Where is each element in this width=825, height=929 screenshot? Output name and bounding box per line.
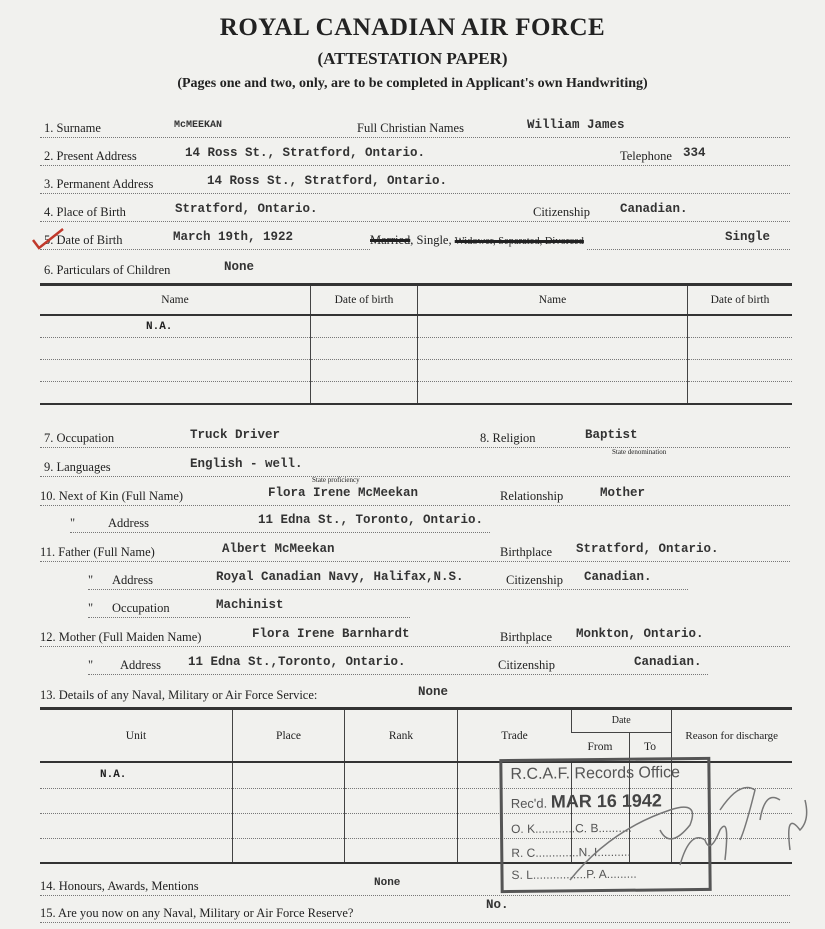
date-of-birth-value: March 19th, 1922 [173,230,294,244]
christian-names-label: Full Christian Names [357,121,464,135]
col-rank: Rank [345,710,458,762]
row-father-occupation [88,600,410,618]
table-header-row [40,710,792,732]
handwritten-signature [540,770,820,900]
languages-hint: State proficiency [312,476,360,484]
mother-address-value: 11 Edna St.,Toronto, Ontario. [188,655,406,669]
col-place: Place [233,710,345,762]
row-date-of-birth [40,232,790,250]
table-row [40,360,792,382]
row-mother-address [88,657,708,675]
table-row [40,338,792,360]
col-date-of-birth-2: Date of birth [688,286,793,315]
kin-address-label: Address [108,516,149,530]
occupation-label: 7. Occupation [44,431,115,445]
service-na-value: N.A. [40,762,233,788]
row-reserve [40,898,790,923]
document-title: ROYAL CANADIAN AIR FORCE [219,14,606,41]
row-place-of-birth [40,204,790,222]
col-date-of-birth: Date of birth [311,286,418,315]
father-birthplace-label: Birthplace [500,545,553,559]
stamp-sl-pa: S. L................P. A......... [511,866,637,882]
ditto-mark: " [88,573,94,587]
col-unit: Unit [125,729,147,742]
row-present-address [40,148,790,166]
date-of-birth-label: 5. Date of Birth [44,233,123,247]
languages-label: 9. Languages [44,460,111,474]
mother-birthplace-label: Birthplace [500,630,553,644]
marital-status-value: Single [725,230,771,244]
row-father-address [88,572,688,590]
citizenship-value: Canadian. [620,202,688,216]
relationship-value: Mother [600,486,646,500]
ditto-mark: " [88,658,94,672]
permanent-address-label: 3. Permanent Address [44,177,154,191]
honours-value: None [372,875,402,892]
marital-married-struck: Married [370,233,411,247]
father-citizenship-value: Canadian. [584,570,652,584]
father-value: Albert McMeekan [222,542,335,556]
stamp-ni: N. I. [578,845,601,860]
row-surname [40,120,790,138]
reserve-label: 15. Are you now on any Naval, Military or Air Force Reserve? [40,906,354,920]
stamp-recd-label: Rec'd. [510,795,548,811]
row-mother [40,629,790,647]
telephone-value: 334 [683,146,706,160]
col-from: From [587,740,613,753]
present-address-label: 2. Present Address [44,149,137,163]
honours-label: 14. Honours, Awards, Mentions [40,879,199,893]
kin-address-value: 11 Edna St., Toronto, Ontario. [258,513,484,527]
row-children [40,262,790,279]
row-kin-address [70,515,490,533]
row-father [40,544,790,562]
telephone-label: Telephone [620,149,672,163]
religion-hint: State denomination [612,448,667,456]
marital-single: , Single, [410,233,455,247]
father-occupation-label: Occupation [112,601,170,615]
stamp-recd-date: MAR 16 1942 [550,790,662,812]
col-date: Date [572,710,672,732]
stamp-rc-ni: R. C.............N. I.......... [511,844,631,860]
father-citizenship-label: Citizenship [506,573,563,587]
religion-label: 8. Religion [480,431,536,445]
col-reason-for-discharge: Reason for discharge [671,710,792,762]
children-table [40,286,792,405]
religion-value: Baptist [585,428,638,442]
stamp-ok-cb: O. K............C. B.......... [510,820,632,836]
mother-address-label: Address [120,658,161,672]
father-birthplace-value: Stratford, Ontario. [576,542,719,556]
col-trade: Trade [458,710,572,762]
occupation-value: Truck Driver [190,428,281,442]
marital-status-options [370,232,586,250]
row-occupation [40,430,790,448]
present-address-value: 14 Ross St., Stratford, Ontario. [185,146,426,160]
service-label: 13. Details of any Naval, Military or Air Force Service: [40,688,318,702]
next-of-kin-label: 10. Next of Kin (Full Name) [40,489,184,503]
table-row [40,382,792,405]
col-to: To [629,732,671,762]
marital-other-struck: Widower, Separated, Divorced [454,236,584,247]
col-name: Name [161,294,189,306]
children-label: 6. Particulars of Children [44,263,171,277]
row-next-of-kin [40,488,790,506]
mother-citizenship-value: Canadian. [634,655,702,669]
place-of-birth-value: Stratford, Ontario. [175,202,318,216]
ditto-mark: " [70,516,76,530]
red-checkmark-icon [30,226,66,252]
children-na-value: N.A. [40,315,311,338]
mother-citizenship-label: Citizenship [498,658,555,672]
stamp-rc: R. C. [511,845,539,860]
row-permanent-address [40,176,790,194]
stamp-ok: O. K. [510,821,539,836]
father-occupation-value: Machinist [216,598,284,612]
table-header-row [40,286,792,315]
surname-label: 1. Surname [44,121,101,135]
stamp-title: R.C.A.F. Records Office [510,764,681,783]
row-service [40,687,790,704]
relationship-label: Relationship [500,489,564,503]
handwriting-note: (Pages one and two, only, are to be completed in Applicant's own Handwriting) [177,76,648,91]
children-value: None [224,260,255,274]
christian-names-value: William James [527,118,625,132]
mother-birthplace-value: Monkton, Ontario. [576,627,704,641]
document-subtitle: (ATTESTATION PAPER) [317,49,508,68]
table-row [40,315,792,338]
permanent-address-value: 14 Ross St., Stratford, Ontario. [207,174,448,188]
mother-value: Flora Irene Barnhardt [252,627,410,641]
place-of-birth-label: 4. Place of Birth [44,205,126,219]
father-label: 11. Father (Full Name) [40,545,155,559]
stamp-pa: P. A. [586,866,611,882]
row-languages [40,459,790,477]
citizenship-label: Citizenship [533,205,590,219]
mother-label: 12. Mother (Full Maiden Name) [40,630,202,644]
next-of-kin-value: Flora Irene McMeekan [268,486,419,500]
ditto-mark: " [88,601,94,615]
father-address-value: Royal Canadian Navy, Halifax,N.S. [216,570,464,584]
stamp-sl: S. L. [511,867,537,882]
reserve-value: No. [486,898,509,912]
father-address-label: Address [112,573,153,587]
stamp-cb: C. B. [574,821,602,836]
col-name-2: Name [418,286,688,315]
surname-value: McMEEKAN [172,117,224,134]
service-value: None [418,685,449,699]
languages-value: English - well. [190,457,303,471]
